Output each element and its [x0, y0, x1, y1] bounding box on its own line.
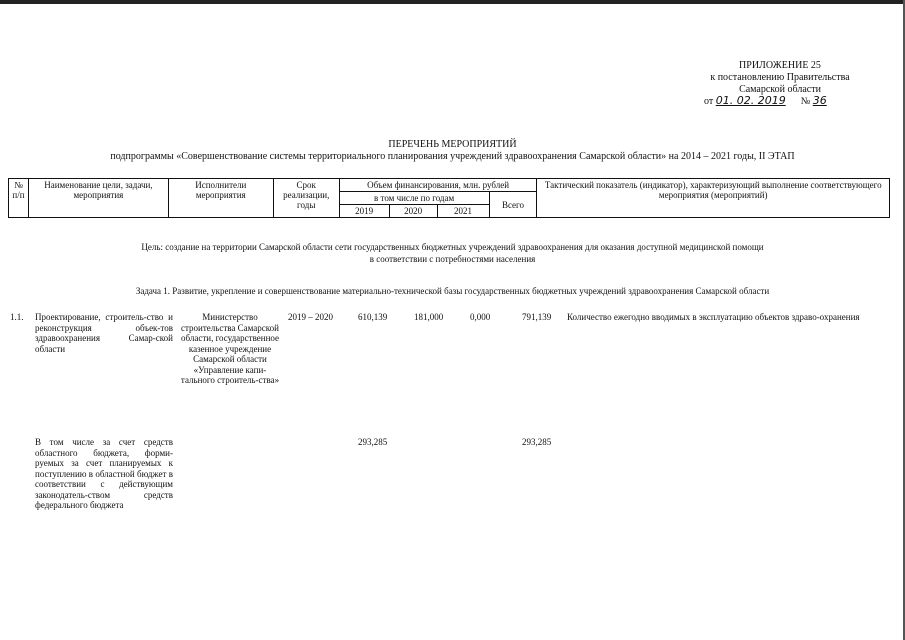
row-value-2019: 610,139 — [358, 312, 388, 322]
col-no: № п/п — [9, 179, 29, 218]
col-funding: Объем финансирования, млн. рублей — [339, 179, 537, 192]
col-year: 2021 — [437, 205, 489, 218]
resolution-date-number — [704, 94, 827, 107]
row-name: Проектирование, строитель-ство и реконструкция объек-тов здравоохранения Самар-ской области — [35, 312, 173, 354]
appendix-label: ПРИЛОЖЕНИЕ 25 — [739, 60, 821, 71]
col-by-years: в том числе по годам — [339, 192, 489, 205]
subrow-name: В том числе за счет средств областного бюджета, форми-руемых за счет планируемых к поступлению в областной бюджет в соответствии с действующим законодатель-ством средств федерального бюджета — [35, 437, 173, 510]
goal-line: Цель: создание на территории Самарской области сети государственных бюджетных учреждений здравоохранения для оказания доступной медицинской помощи — [141, 242, 764, 252]
row-value-2020: 181,000 — [414, 312, 444, 322]
task-statement: Задача 1. Развитие, укрепление и совершенствование материально-технической базы государственных бюджетных учреждений здравоохранения Самарской области — [135, 286, 770, 296]
row-term: 2019 – 2020 — [288, 312, 333, 322]
document-title: ПЕРЕЧЕНЬ МЕРОПРИЯТИЙ — [388, 139, 517, 150]
row-executor: Министерство строительства Самарской области, государственное казенное учреждение Самарской области «Управление капи-тального строитель-ства» — [180, 312, 280, 385]
row-number: 1.1. — [10, 312, 24, 322]
col-total: Всего — [489, 192, 537, 218]
from-label: от — [704, 96, 714, 107]
number-label: № — [800, 96, 811, 107]
row-value-2021: 0,000 — [470, 312, 491, 322]
row-indicator: Количество ежегодно вводимых в эксплуатацию объектов здраво-охранения — [567, 312, 860, 322]
resolution-date: 01. 02. 2019 — [715, 94, 786, 107]
document-subtitle: подпрограммы «Совершенствование системы территориального планирования учреждений здравоохранения Самарской области» на 2014 – 2021 годы, II ЭТАП — [110, 151, 795, 162]
region-label: Самарской области — [739, 84, 821, 95]
resolution-number: 36 — [812, 94, 827, 107]
col-executors: Исполнители мероприятия — [168, 179, 273, 218]
goal-statement — [0, 241, 905, 265]
header-table — [8, 178, 890, 218]
subrow-value-2019: 293,285 — [358, 437, 388, 447]
col-term: Срок реализации, годы — [273, 179, 339, 218]
resolution-label: к постановлению Правительства — [710, 72, 850, 83]
goal-line: в соответствии с потребностями населения — [369, 254, 536, 264]
col-indicator: Тактический показатель (индикатор), характеризующий выполнение соответствующего мероприятия (мероприятий) — [537, 179, 890, 218]
subrow-value-total: 293,285 — [522, 437, 552, 447]
scan-top-border — [0, 0, 905, 4]
approval-block — [690, 60, 870, 96]
col-year: 2019 — [339, 205, 389, 218]
col-name: Наименование цели, задачи, мероприятия — [28, 179, 168, 218]
row-value-total: 791,139 — [522, 312, 552, 322]
col-year: 2020 — [389, 205, 437, 218]
